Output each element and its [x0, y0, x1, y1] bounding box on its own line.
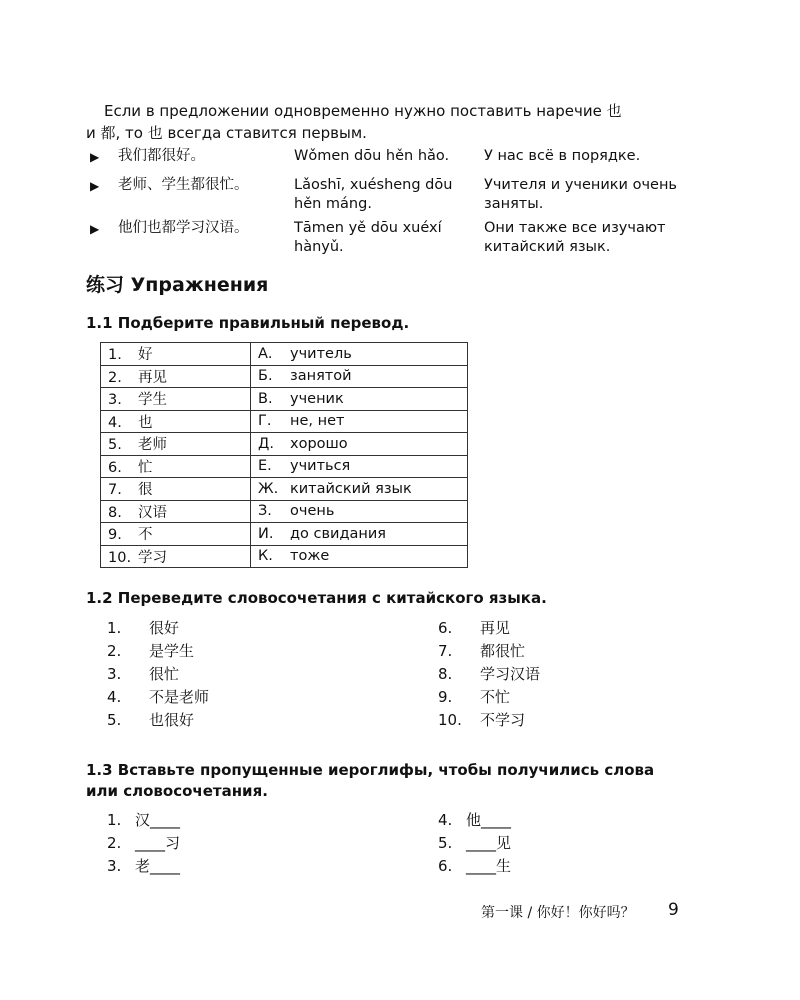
list-item — [438, 640, 540, 663]
chinese-word-cell — [101, 410, 251, 433]
bullet-icon: ▶ — [90, 179, 100, 193]
item-number: 10. — [438, 711, 462, 729]
table-row — [101, 433, 468, 456]
item-letter: Е. — [258, 458, 272, 475]
list-item — [107, 855, 180, 878]
chinese-word-cell — [101, 523, 251, 546]
grammar-note — [86, 100, 686, 144]
grammar-note-line-2: и 都, то 也 всегда ставится первым. — [86, 124, 367, 142]
translation-cell — [251, 410, 468, 433]
example-pinyin: Tāmen yě dōu xuéxí hànyǔ. — [294, 220, 442, 255]
example-hanzi: 老师、学生都很忙。 — [118, 177, 249, 193]
item-number: 2. — [107, 834, 122, 852]
translation: тоже — [290, 548, 330, 565]
example-hanzi: 我们都很好。 — [118, 148, 205, 164]
item-number: 5. — [108, 437, 122, 454]
list-item — [438, 686, 540, 709]
chinese-word: 好 — [138, 347, 153, 364]
item-number: 1. — [108, 347, 122, 364]
translation: учиться — [290, 458, 351, 475]
item-text: 不学习 — [480, 711, 526, 729]
chinese-word-cell — [101, 455, 251, 478]
item-text: 汉____ — [135, 811, 181, 829]
task-3-title: 1.3 Вставьте пропущенные иероглифы, чтобы получились слова или словосочетания. — [86, 761, 655, 800]
translation-cell — [251, 523, 468, 546]
item-number: 3. — [107, 665, 122, 683]
item-letter: Б. — [258, 368, 273, 385]
table-row — [101, 455, 468, 478]
item-number: 10. — [108, 549, 132, 566]
translation-cell — [251, 433, 468, 456]
list-item — [107, 832, 180, 855]
example-list — [90, 147, 690, 258]
item-number: 8. — [438, 665, 453, 683]
chinese-word-cell — [101, 433, 251, 456]
item-number: 3. — [107, 857, 122, 875]
item-number: 9. — [108, 527, 122, 544]
chinese-word: 也 — [138, 414, 153, 431]
table-row — [101, 410, 468, 433]
item-number: 7. — [438, 642, 453, 660]
item-text: ____习 — [135, 834, 181, 852]
item-text: 很忙 — [149, 665, 180, 683]
item-text: 也很好 — [149, 711, 195, 729]
list-item — [438, 832, 511, 855]
example-translation: Они также все изучают китайский язык. — [484, 220, 666, 255]
item-text: ____见 — [466, 834, 512, 852]
item-number: 6. — [108, 459, 122, 476]
item-number: 1. — [107, 811, 122, 829]
translation: хорошо — [290, 435, 348, 452]
chinese-word-cell — [101, 343, 251, 366]
chinese-word: 再见 — [138, 369, 167, 386]
list-item — [438, 809, 511, 832]
item-text: 不是老师 — [149, 688, 210, 706]
chinese-word: 很 — [138, 482, 153, 499]
item-number: 5. — [107, 711, 122, 729]
item-number: 3. — [108, 392, 122, 409]
translation-cell — [251, 478, 468, 501]
chinese-word-cell — [101, 388, 251, 411]
translation-cell — [251, 343, 468, 366]
task-3-left-column — [107, 809, 180, 878]
translation: не, нет — [290, 413, 345, 430]
item-text: 老____ — [135, 857, 181, 875]
item-number: 2. — [108, 369, 122, 386]
translation-cell — [251, 388, 468, 411]
list-item — [107, 809, 180, 832]
list-item — [438, 709, 540, 732]
list-item — [438, 617, 540, 640]
vocabulary-matching-table — [100, 342, 468, 568]
translation-cell — [251, 500, 468, 523]
page-number: 9 — [668, 900, 679, 920]
item-number: 4. — [438, 811, 453, 829]
chinese-word: 不 — [138, 527, 153, 544]
item-letter: В. — [258, 390, 273, 407]
chinese-word: 学生 — [138, 392, 167, 409]
item-letter: К. — [258, 548, 273, 565]
item-number: 4. — [107, 688, 122, 706]
example-hanzi: 他们也都学习汉语。 — [118, 220, 249, 236]
list-item — [107, 709, 209, 732]
list-item — [107, 686, 209, 709]
item-text: 再见 — [480, 619, 511, 637]
item-number: 9. — [438, 688, 453, 706]
table-row — [101, 545, 468, 568]
task-2-title: 1.2 Переведите словосочетания с китайского языка. — [86, 589, 547, 607]
example-translation: Учителя и ученики очень заняты. — [484, 177, 677, 212]
list-item — [438, 663, 540, 686]
item-number: 5. — [438, 834, 453, 852]
item-number: 8. — [108, 504, 122, 521]
example-translation: У нас всё в порядке. — [484, 148, 641, 164]
item-number: 2. — [107, 642, 122, 660]
translation-cell — [251, 545, 468, 568]
grammar-note-line-1: Если в предложении одновременно нужно поставить наречие 也 — [104, 102, 622, 120]
translation: ученик — [290, 390, 344, 407]
item-number: 6. — [438, 619, 453, 637]
table-row — [101, 500, 468, 523]
translation: до свидания — [290, 525, 386, 542]
item-letter: Г. — [258, 413, 272, 430]
chinese-word-cell — [101, 500, 251, 523]
table-row — [101, 343, 468, 366]
item-text: 很好 — [149, 619, 180, 637]
item-number: 4. — [108, 414, 122, 431]
item-number: 7. — [108, 482, 122, 499]
item-letter: З. — [258, 503, 272, 520]
chinese-word: 学习 — [138, 549, 167, 566]
translation: китайский язык — [290, 480, 412, 497]
chinese-word: 忙 — [138, 459, 153, 476]
translation-cell — [251, 365, 468, 388]
example-pinyin: Wǒmen dōu hěn hǎo. — [294, 148, 450, 164]
item-letter: Ж. — [258, 480, 279, 497]
item-text: 学习汉语 — [480, 665, 541, 683]
item-letter: И. — [258, 525, 274, 542]
item-text: 不忙 — [480, 688, 511, 706]
table-row — [101, 388, 468, 411]
list-item — [107, 617, 209, 640]
translation: занятой — [290, 368, 352, 385]
example-pinyin: Lǎoshī, xuésheng dōu hěn máng. — [294, 177, 453, 212]
item-number: 6. — [438, 857, 453, 875]
table-row — [101, 478, 468, 501]
translation-cell — [251, 455, 468, 478]
example-row — [90, 219, 690, 258]
example-row — [90, 176, 690, 215]
task-2-left-column — [107, 617, 209, 732]
item-letter: А. — [258, 345, 273, 362]
chinese-word: 老师 — [138, 437, 167, 454]
chinese-word: 汉语 — [138, 504, 167, 521]
bullet-icon: ▶ — [90, 222, 100, 236]
item-number: 1. — [107, 619, 122, 637]
chinese-word-cell — [101, 365, 251, 388]
item-text: ____生 — [466, 857, 512, 875]
running-title: 第一课 / 你好！你好吗？ — [481, 905, 635, 921]
chinese-word-cell — [101, 478, 251, 501]
item-text: 他____ — [466, 811, 512, 829]
example-row — [90, 147, 690, 172]
item-text: 是学生 — [149, 642, 195, 660]
item-text: 都很忙 — [480, 642, 526, 660]
chinese-word-cell — [101, 545, 251, 568]
item-letter: Д. — [258, 435, 274, 452]
task-3-right-column — [438, 809, 511, 878]
section-title: 练习 Упражнения — [86, 274, 269, 296]
bullet-icon: ▶ — [90, 150, 100, 164]
translation: очень — [290, 503, 335, 520]
table-row — [101, 365, 468, 388]
list-item — [107, 663, 209, 686]
task-2-right-column — [438, 617, 540, 732]
table-row — [101, 523, 468, 546]
list-item — [438, 855, 511, 878]
translation: учитель — [290, 345, 352, 362]
list-item — [107, 640, 209, 663]
task-1-title: 1.1 Подберите правильный перевод. — [86, 314, 410, 332]
